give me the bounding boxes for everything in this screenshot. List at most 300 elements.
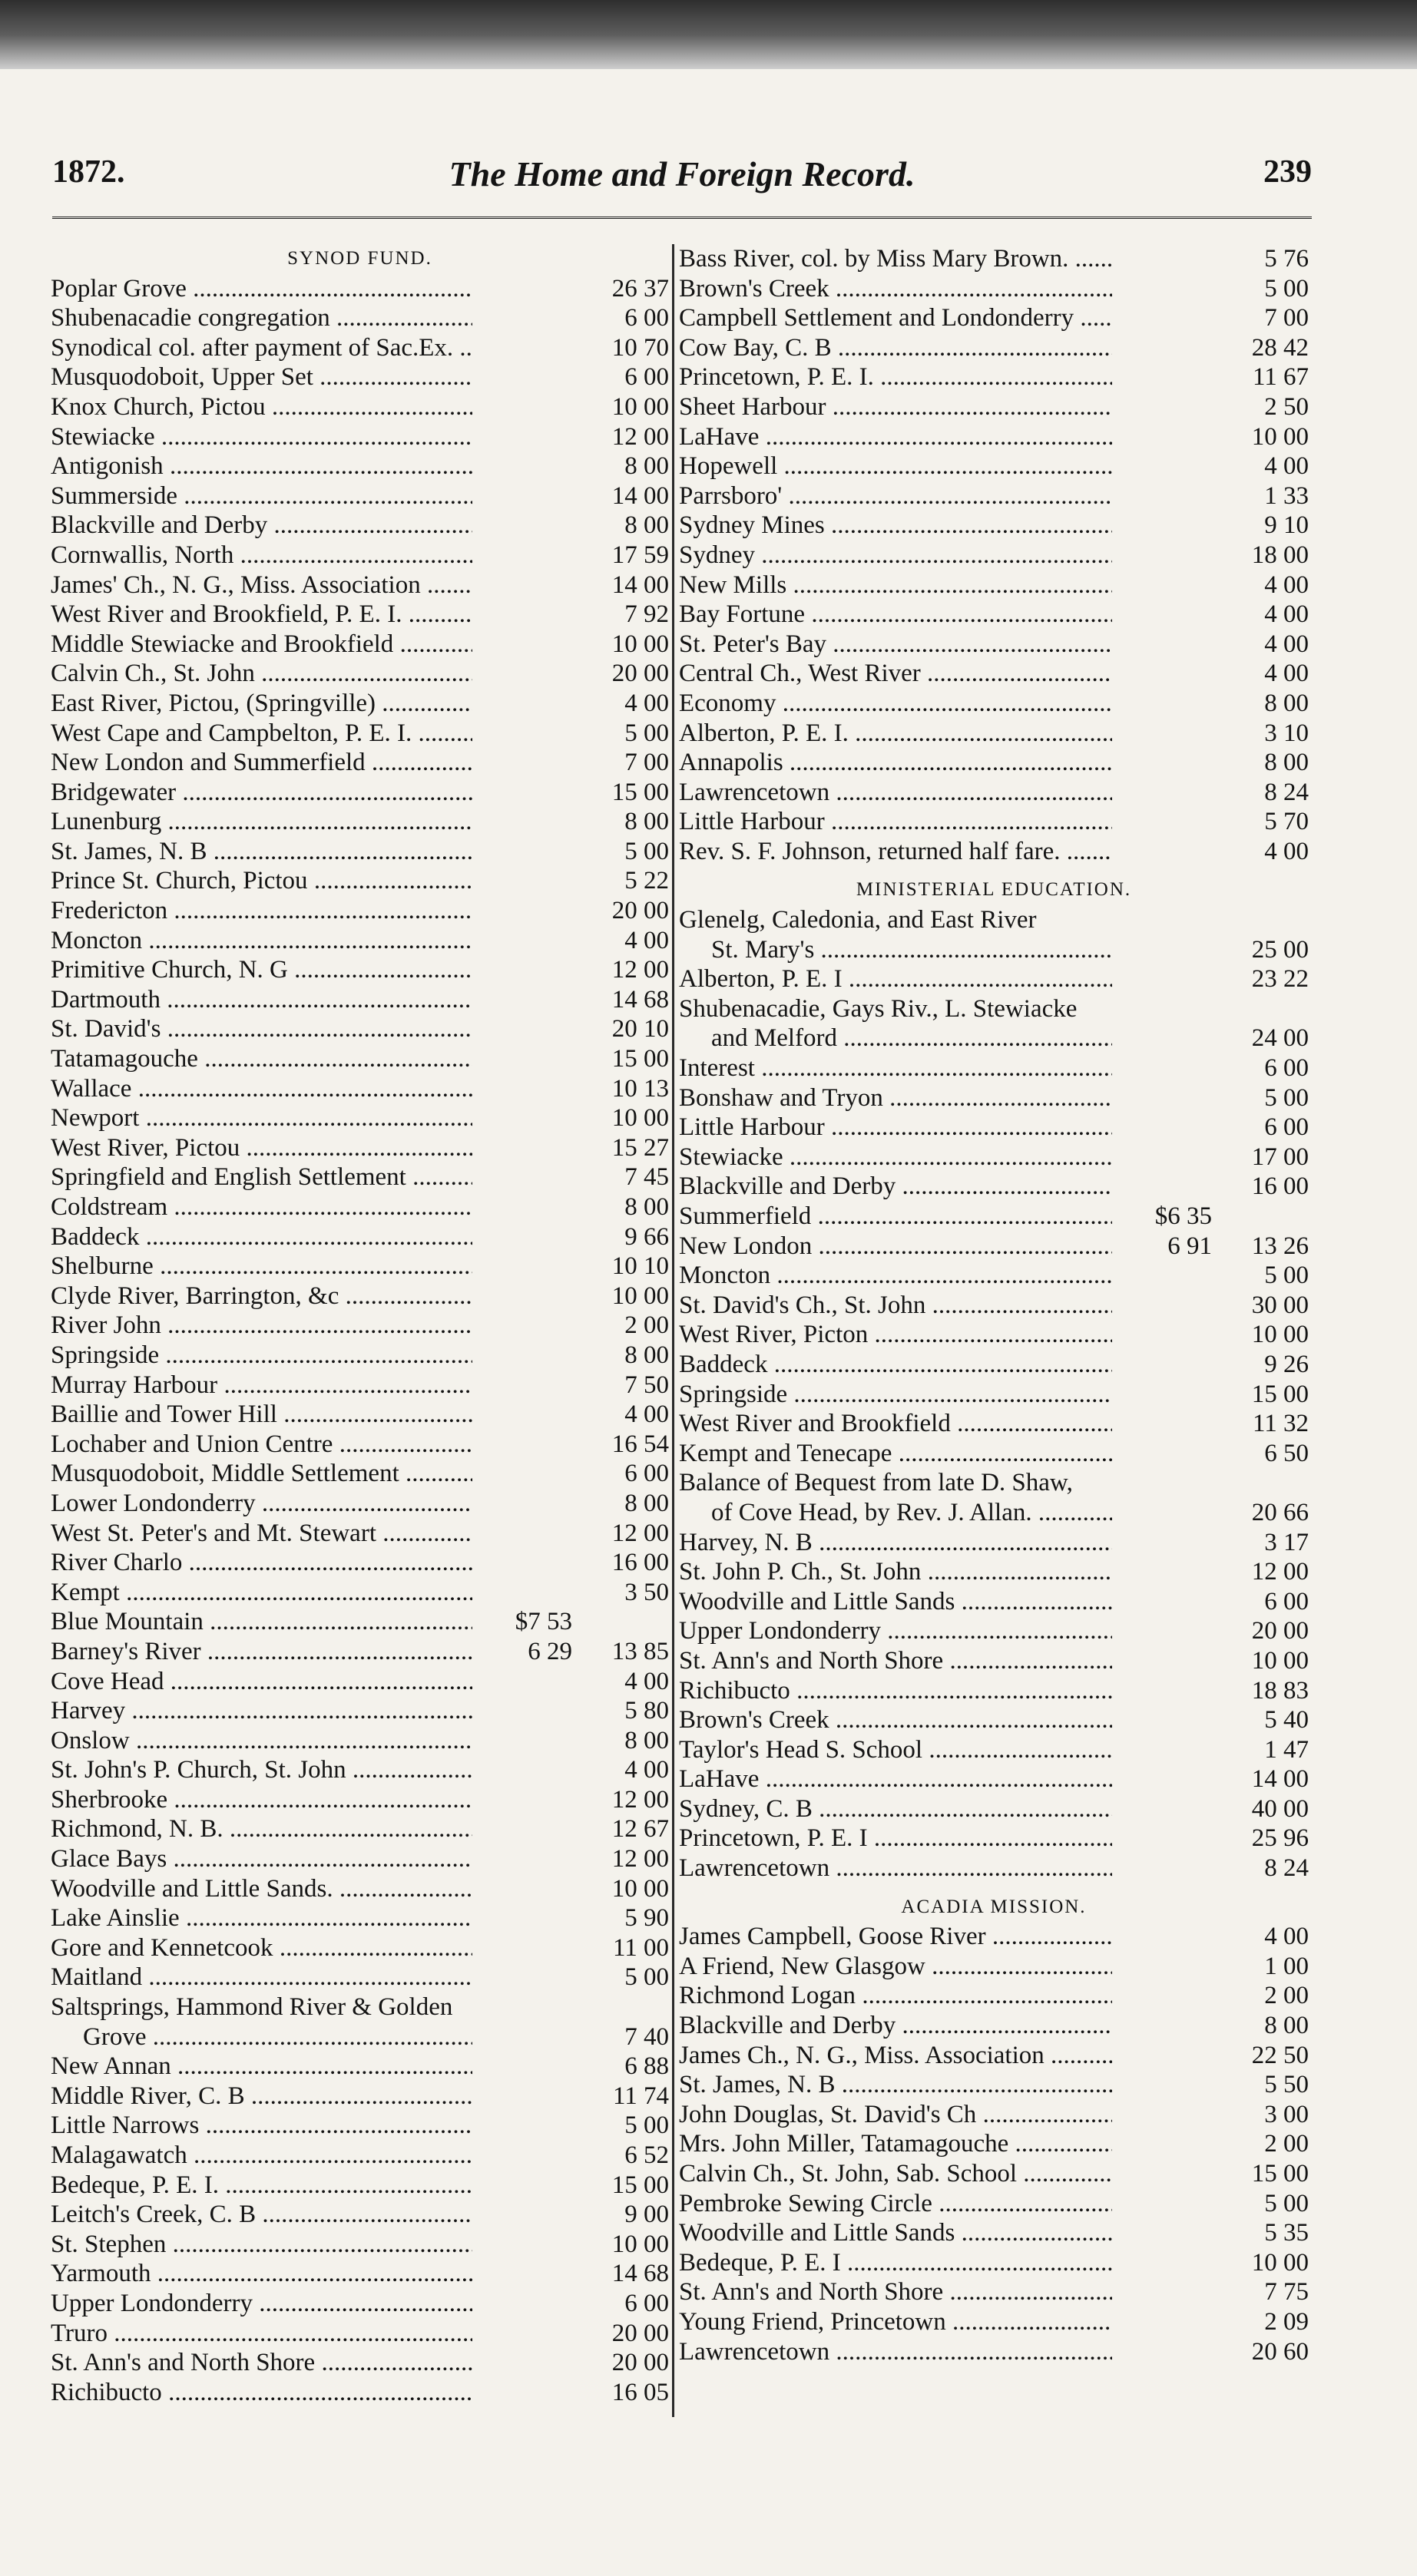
entry-amount: 20 00 [611,897,669,925]
entry-amount: 7 40 [624,2022,669,2051]
entry-name: New London and Summerfield ..... [51,748,472,778]
list-item [679,1202,1309,1232]
entry-subtotal [472,1459,578,1489]
list-item [679,1922,1309,1952]
entry-name: Summerside ..... [51,481,472,511]
entry-name: Woodville and Little Sands ..... [679,2218,1112,2248]
entry-subtotal [1112,1981,1218,2011]
entry-subtotal [472,807,578,837]
entry-subtotal [1112,541,1218,570]
entry-subtotal [1112,1468,1218,1498]
entry-name: Baddeck ..... [51,1222,472,1252]
entry-name: Lower Londonderry ..... [51,1489,472,1519]
entry-subtotal [472,1162,578,1192]
entry-name: Campbell Settlement and Londonderry ..... [679,303,1112,333]
entry-amount: 11 32 [1252,1410,1309,1438]
entry-subtotal [1112,807,1218,837]
list-item [51,303,669,333]
entry-subtotal [472,481,578,511]
entry-amount: 4 00 [624,689,669,717]
entry-amount: 1 33 [1264,481,1309,510]
entry-subtotal [1112,1409,1218,1439]
entry-name: West River, Picton ..... [679,1320,1112,1350]
entry-name: LaHave ..... [679,422,1112,452]
entry-name: Yarmouth ..... [51,2259,472,2289]
entry-amount: 3 00 [1264,2100,1309,2128]
list-item [679,1023,1309,1053]
list-item [51,511,669,541]
entry-name: and Melford ..... [679,1023,1112,1053]
list-item [51,1162,669,1192]
entry-amount: 4 00 [624,926,669,954]
list-item [679,333,1309,363]
entry-name: Primitive Church, N. G ..... [51,955,472,985]
entry-amount: 5 35 [1264,2219,1309,2247]
entry-subtotal [1112,1291,1218,1321]
entry-amount: 10 00 [1251,1646,1309,1675]
list-item [51,630,669,660]
entry-amount [1218,905,1309,935]
list-item [679,2307,1309,2337]
entry-subtotal [472,1074,578,1104]
entry-subtotal [472,1400,578,1430]
list-item [51,1519,669,1549]
entry-amount: 23 22 [1251,965,1309,994]
entry-amount: 1 47 [1264,1735,1309,1764]
entry-name: Saltsprings, Hammond River & Golden [51,1993,453,2022]
entry-name: Richibucto ..... [51,2378,472,2408]
entry-amount: 9 10 [1264,511,1309,540]
entry-name: Blackville and Derby ..... [51,511,472,541]
list-item [679,1172,1309,1202]
entry-subtotal [472,392,578,422]
entry-amount: 10 00 [611,392,669,421]
entry-amount: 14 00 [611,570,669,599]
entry-subtotal [1112,2129,1218,2159]
entry-subtotal [472,1341,578,1371]
list-item [51,2082,669,2111]
list-item [679,1261,1309,1291]
entry-amount: 20 00 [611,2319,669,2347]
entry-amount: 6 52 [624,2141,669,2169]
entry-amount: 10 00 [611,1874,669,1903]
entry-subtotal [472,689,578,719]
entry-subtotal [472,1696,578,1726]
list-item [679,1291,1309,1321]
entry-amount: 20 10 [611,1015,669,1043]
entry-amount: 16 05 [611,2378,669,2406]
entry-subtotal [472,1133,578,1163]
entry-subtotal [472,837,578,867]
entry-name: Annapolis ..... [679,748,1112,778]
entry-amount: 15 00 [611,778,669,806]
entry-amount: 6 88 [624,2052,669,2081]
entry-subtotal [1112,1587,1218,1617]
entry-amount: 5 00 [1264,2189,1309,2217]
list-item [51,1222,669,1252]
list-item [679,1853,1309,1883]
entry-subtotal [1112,2218,1218,2248]
entry-amount: 6 50 [1264,1439,1309,1467]
list-item [51,2378,669,2408]
list-item [679,2070,1309,2100]
entry-name: Truro ..... [51,2319,472,2349]
entry-amount: 4 00 [1264,1923,1309,1951]
entry-name: Mrs. John Miller, Tatamagouche ..... [679,2129,1112,2159]
list-item [51,1578,669,1608]
list-item [51,659,669,689]
entry-amount: 14 68 [611,2260,669,2288]
entry-amount: 6 00 [624,1460,669,1488]
entry-name: Blue Mountain ..... [51,1607,472,1637]
section-gap [679,866,1309,875]
entry-name: Barney's River ..... [51,1637,472,1667]
entry-amount: 15 00 [611,1045,669,1073]
entry-name: Lawrencetown ..... [679,1853,1112,1883]
entry-name: Alberton, P. E. I ..... [679,964,1112,994]
entry-amount [578,1992,669,2022]
entry-subtotal [472,1103,578,1133]
list-item [679,541,1309,570]
entry-amount: 7 92 [624,600,669,629]
list-item [51,1192,669,1222]
entry-subtotal [472,333,578,363]
entry-name: West River, Pictou ..... [51,1133,472,1163]
entry-amount: 14 00 [1251,1765,1309,1794]
entry-name: Maitland ..... [51,1963,472,1992]
list-item [679,1113,1309,1143]
entry-amount: 8 24 [1264,1854,1309,1883]
entry-name: Dartmouth ..... [51,985,472,1015]
entry-subtotal [472,2378,578,2408]
entry-name: Middle River, C. B ..... [51,2082,472,2111]
entry-amount: 12 00 [611,422,669,451]
entry-subtotal [1112,1113,1218,1143]
entry-subtotal [472,955,578,985]
entry-name: East River, Pictou, (Springville) ..... [51,689,472,719]
list-item [51,481,669,511]
entry-subtotal [472,2348,578,2378]
list-item [51,600,669,630]
list-item [679,1646,1309,1676]
entry-name: St. James, N. B ..... [679,2070,1112,2100]
list-item [679,837,1309,867]
list-item [679,1557,1309,1587]
entry-name: St. Ann's and North Shore ..... [51,2348,472,2378]
entry-amount: 5 90 [624,1904,669,1933]
synod-fund-cont-list [679,244,1309,866]
entry-amount: 8 00 [1264,749,1309,777]
entry-name: St. Ann's and North Shore ..... [679,1646,1112,1676]
scan-edge [0,0,1417,69]
list-item [679,2277,1309,2307]
entry-subtotal [1112,451,1218,481]
list-item [679,1409,1309,1439]
entry-name: Harvey, N. B ..... [679,1528,1112,1558]
entry-subtotal [1112,333,1218,363]
list-item [51,451,669,481]
entry-amount: 10 00 [1251,422,1309,451]
list-item [51,1844,669,1874]
list-item [51,2141,669,2171]
entry-subtotal [472,274,578,304]
entry-subtotal [472,778,578,808]
entry-name: Baillie and Tower Hill ..... [51,1400,472,1430]
entry-subtotal [1112,392,1218,422]
entry-name: Harvey ..... [51,1696,472,1726]
list-item [51,1696,669,1726]
entry-subtotal [472,1963,578,1992]
list-item [679,719,1309,749]
entry-name: Fredericton ..... [51,896,472,926]
entry-amount: 8 00 [624,511,669,540]
entry-name: Gore and Kennetcook ..... [51,1933,472,1963]
entry-subtotal [1112,2307,1218,2337]
entry-amount: 6 00 [624,2289,669,2317]
list-item [679,2248,1309,2278]
entry-amount: 4 00 [1264,600,1309,629]
entry-subtotal [472,362,578,392]
list-item [51,1400,669,1430]
entry-name: Young Friend, Princetown ..... [679,2307,1112,2337]
entry-name: John Douglas, St. David's Ch ..... [679,2100,1112,2130]
entry-subtotal [1112,719,1218,749]
list-item [51,1311,669,1341]
list-item [679,1981,1309,2011]
list-item [679,1143,1309,1172]
list-item [679,778,1309,808]
entry-subtotal [1112,1350,1218,1380]
entry-subtotal [472,659,578,689]
list-item [51,1548,669,1578]
list-item [51,1459,669,1489]
entry-amount: 10 00 [1251,2248,1309,2277]
list-item [51,1133,669,1163]
entry-subtotal [1112,2337,1218,2367]
list-item [51,2171,669,2201]
entry-amount: 6 00 [1264,1113,1309,1142]
entry-amount: 4 00 [1264,660,1309,688]
list-item [679,570,1309,600]
entry-name: Musquodoboit, Upper Set ..... [51,362,472,392]
entry-name: West River and Brookfield, P. E. I. ..... [51,600,472,630]
entry-subtotal [472,866,578,896]
entry-name: River Charlo ..... [51,1548,472,1578]
entry-subtotal [472,1992,578,2022]
entry-subtotal [1112,964,1218,994]
list-item [51,1341,669,1371]
list-item [51,1814,669,1844]
entry-subtotal [472,2289,578,2319]
entry-subtotal [1112,1705,1218,1735]
entry-name: Moncton ..... [679,1261,1112,1291]
entry-name: Coldstream ..... [51,1192,472,1222]
entry-amount: 9 00 [624,2201,669,2229]
list-item [679,1350,1309,1380]
entry-amount: 10 70 [611,333,669,362]
entry-amount: 5 00 [1264,1083,1309,1112]
page-header [52,154,1312,215]
entry-name: Little Harbour ..... [679,807,1112,837]
entry-subtotal [472,1785,578,1815]
entry-amount: 3 10 [1264,719,1309,747]
entry-name: Shubenacadie congregation ..... [51,303,472,333]
list-item [679,905,1309,935]
entry-name: Economy ..... [679,689,1112,719]
entry-subtotal [472,570,578,600]
entry-amount: 4 00 [624,1756,669,1784]
entry-subtotal [1112,1824,1218,1853]
list-item [51,2319,669,2349]
entry-amount: 28 42 [1251,333,1309,362]
entry-amount: 7 75 [1264,2278,1309,2306]
list-item [679,1676,1309,1706]
section-heading-ministerial-education: MINISTERIAL EDUCATION. [856,879,1132,901]
entry-amount: 22 50 [1251,2041,1309,2069]
entry-name: of Cove Head, by Rev. J. Allan. ..... [679,1498,1112,1528]
list-item [51,1252,669,1281]
entry-name: Wallace ..... [51,1074,472,1104]
entry-subtotal [1112,1498,1218,1528]
entry-amount: 5 00 [624,837,669,865]
list-item [51,2230,669,2260]
entry-amount: 10 10 [611,1252,669,1281]
entry-name: Glenelg, Caledonia, and East River [679,906,1037,934]
entry-subtotal [472,511,578,541]
entry-subtotal: $6 35 [1154,1202,1212,1230]
entry-amount: 3 17 [1264,1528,1309,1556]
entry-name: Murray Harbour ..... [51,1371,472,1400]
list-item [51,570,669,600]
entry-name: West Cape and Campbelton, P. E. I. ..... [51,719,472,749]
list-item [51,1933,669,1963]
entry-amount: 4 00 [1264,452,1309,481]
list-item [51,1726,669,1756]
entry-name: West River and Brookfield ..... [679,1409,1112,1439]
entry-subtotal [472,2141,578,2171]
entry-subtotal [1112,600,1218,630]
list-item [679,659,1309,689]
entry-amount: 12 00 [611,1845,669,1873]
list-item [51,2200,669,2230]
entry-amount: 6 00 [1264,1587,1309,1615]
entry-amount: 6 00 [1264,1054,1309,1083]
entry-subtotal [472,896,578,926]
entry-amount: 40 00 [1251,1794,1309,1823]
entry-subtotal [1112,1380,1218,1410]
entry-subtotal [1112,1143,1218,1172]
entry-subtotal [472,1667,578,1697]
list-item [679,1083,1309,1113]
entry-subtotal [472,1192,578,1222]
entry-amount: 12 67 [611,1815,669,1844]
entry-subtotal [1112,1023,1218,1053]
entry-name: Upper Londonderry ..... [679,1616,1112,1646]
entry-subtotal [472,1371,578,1400]
list-item [51,1667,669,1697]
entry-name: St. Stephen ..... [51,2230,472,2260]
entry-amount: 8 00 [1264,2012,1309,2040]
entry-subtotal [472,541,578,570]
list-item [51,985,669,1015]
entry-name: Woodville and Little Sands. ..... [51,1874,472,1904]
list-item [679,1587,1309,1617]
entry-name: Princetown, P. E. I ..... [679,1824,1112,1853]
entry-amount: 7 45 [624,1163,669,1192]
entry-name: Cow Bay, C. B ..... [679,333,1112,363]
entry-amount: 8 00 [624,1726,669,1754]
entry-amount: 18 00 [1251,541,1309,569]
list-item [51,274,669,304]
entry-amount: 26 37 [611,274,669,303]
entry-amount: 2 50 [1264,392,1309,421]
entry-subtotal [1112,362,1218,392]
entry-subtotal [1112,1261,1218,1291]
list-item [679,2189,1309,2219]
entry-amount: 20 60 [1251,2337,1309,2366]
list-item [679,2129,1309,2159]
list-item [51,926,669,956]
entry-name: New London ..... [679,1232,1112,1262]
entry-subtotal [1112,274,1218,304]
entry-name: Leitch's Creek, C. B ..... [51,2200,472,2230]
list-item [679,2159,1309,2189]
list-item [51,1281,669,1311]
entry-amount: 9 66 [624,1222,669,1251]
entry-subtotal [472,303,578,333]
left-column [51,244,669,2407]
entry-amount: 24 00 [1251,1024,1309,1053]
entry-name: Shubenacadie, Gays Riv., L. Stewiacke [679,994,1078,1023]
entry-name: Kempt ..... [51,1578,472,1608]
section-heading-acadia-mission: ACADIA MISSION. [901,1896,1087,1917]
list-item [679,2218,1309,2248]
entry-subtotal [1112,1646,1218,1676]
entry-subtotal [472,2022,578,2052]
list-item [679,1705,1309,1735]
entry-subtotal [1112,1952,1218,1982]
section-heading-synod-fund: SYNOD FUND. [287,248,432,269]
entry-subtotal [1112,2100,1218,2130]
entry-name: Balance of Bequest from late D. Shaw, [679,1469,1073,1497]
entry-name: Bedeque, P. E. I ..... [679,2248,1112,2278]
entry-name: Rev. S. F. Johnson, returned half fare. ..... [679,837,1112,867]
list-item [679,1735,1309,1765]
entry-name: Springside ..... [51,1341,472,1371]
entry-name: Lawrencetown ..... [679,2337,1112,2367]
entry-name: Tatamagouche ..... [51,1044,472,1074]
entry-name: Princetown, P. E. I. ..... [679,362,1112,392]
header-rule [52,217,1312,219]
entry-name: Interest ..... [679,1053,1112,1083]
list-item [51,333,669,363]
list-item [51,1074,669,1104]
entry-subtotal [1112,244,1218,274]
entry-subtotal [1112,659,1218,689]
list-item [51,2289,669,2319]
entry-subtotal [1112,2159,1218,2189]
entry-amount: 25 96 [1251,1824,1309,1853]
entry-amount: 11 74 [612,2082,669,2110]
entry-subtotal [1112,2041,1218,2071]
list-item [679,600,1309,630]
entry-subtotal [472,1578,578,1608]
entry-name: Stewiacke ..... [679,1143,1112,1172]
list-item [51,2052,669,2082]
entry-name: Bonshaw and Tryon ..... [679,1083,1112,1113]
entry-name: Bay Fortune ..... [679,600,1112,630]
list-item [679,1952,1309,1982]
